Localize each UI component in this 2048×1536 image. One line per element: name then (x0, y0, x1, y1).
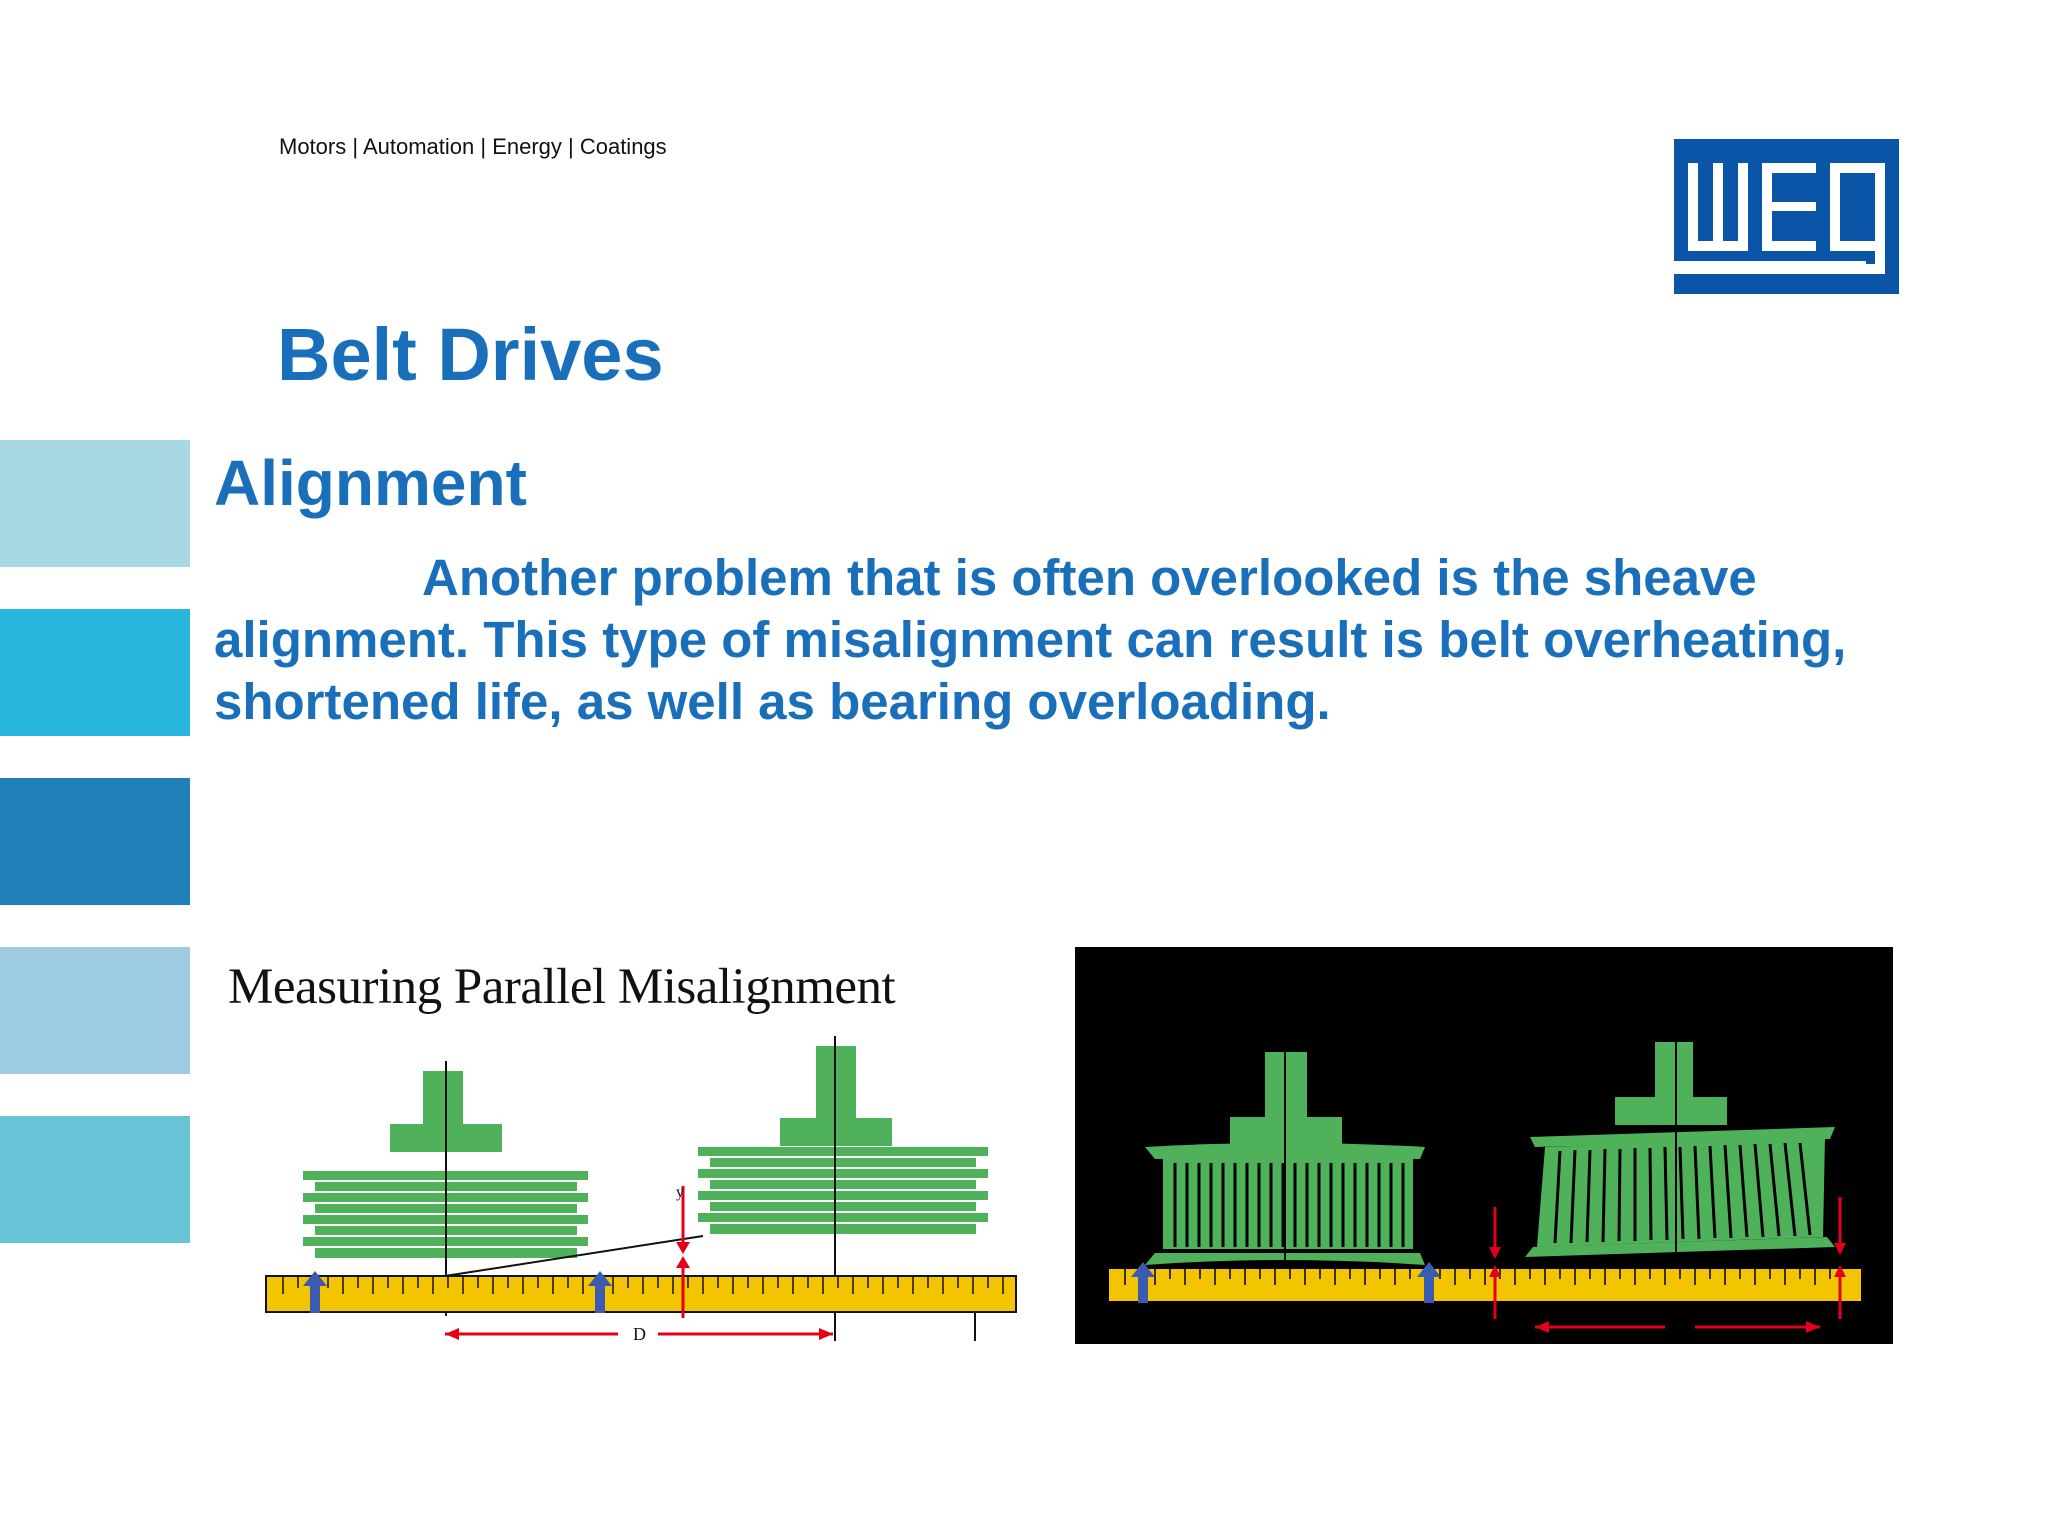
slide-title: Belt Drives (277, 313, 664, 396)
side-stripe-3 (0, 778, 190, 905)
slide-body-text: Another problem that is often overlooked is the sheave alignment. This type of misalignment can result is belt overheating, shortened life, as well as bearing overloading. (214, 549, 1847, 730)
weg-logo (1674, 139, 1899, 294)
side-stripe-1 (0, 440, 190, 567)
side-stripe-2 (0, 609, 190, 736)
distance-label-d: D (633, 1324, 646, 1344)
parallel-misalignment-figure (213, 946, 1043, 1351)
ruler (266, 1276, 1016, 1312)
side-stripe-5 (0, 1116, 190, 1243)
weg-logo-icon (1674, 139, 1899, 294)
tagline: Motors | Automation | Energy | Coatings (279, 134, 667, 159)
slide-subtitle: Alignment (214, 447, 527, 519)
angular-misalignment-drawing (1075, 947, 1893, 1344)
right-sheave (698, 1046, 988, 1234)
side-stripe-4 (0, 947, 190, 1074)
figure-title: Measuring Parallel Misalignment (228, 959, 896, 1015)
offset-label-y: y (676, 1184, 684, 1201)
angular-misalignment-figure (1075, 947, 1893, 1344)
parallel-misalignment-drawing (213, 946, 1043, 1351)
